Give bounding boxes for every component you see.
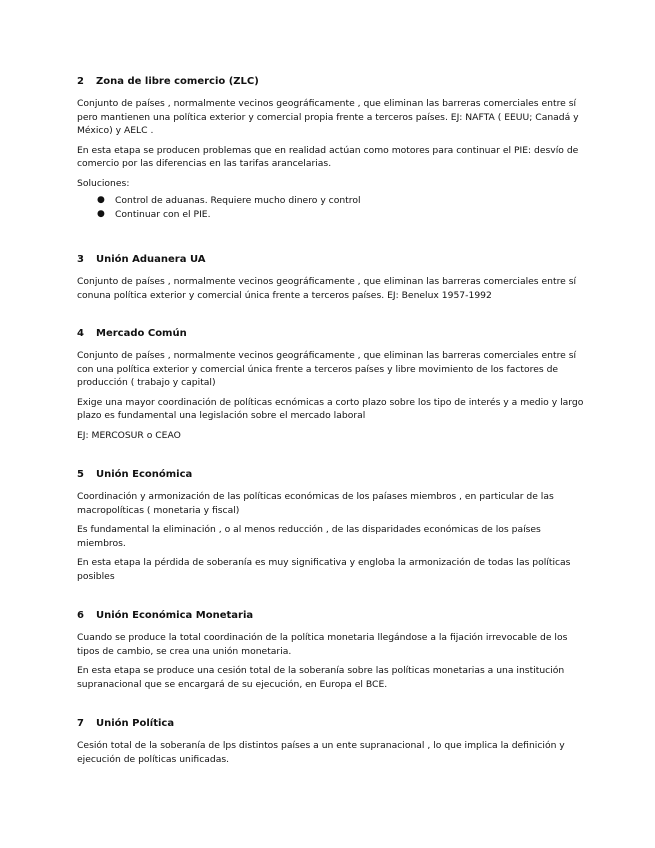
bullet-icon: ● (97, 195, 105, 205)
section-title: Unión Económica (96, 469, 193, 480)
paragraph: En esta etapa se producen problemas que en realidad actúan como motores para continuar el PIE: desvío de comercio por las diferencias en las tarifas arancelarias. (77, 144, 579, 169)
section-union-economica (77, 469, 585, 589)
list-item-text: Control de aduanas. Requiere mucho dinero y control (115, 195, 361, 206)
section-union-politica (77, 718, 585, 772)
section-mercado-comun (77, 328, 585, 448)
section-number: 4 (77, 328, 84, 339)
bullet-list (77, 194, 585, 221)
section-number: 5 (77, 469, 84, 480)
paragraph: Cesión total de la soberanía de lps distintos países a un ente supranacional , lo que implica la definición y ejecución de políticas unificadas. (77, 740, 565, 765)
paragraph: Cuando se produce la total coordinación de la política monetaria llegándose a la fijación irrevocable de los tipos de cambio, se crea una unión monetaria. (77, 632, 568, 657)
list-item (77, 208, 585, 222)
section-title: Zona de libre comercio (ZLC) (96, 76, 259, 87)
section-heading (77, 76, 585, 87)
section-heading (77, 610, 585, 621)
section-title: Unión Política (96, 718, 175, 729)
list-item (77, 194, 585, 208)
section-heading (77, 254, 585, 265)
section-heading (77, 469, 585, 480)
section-number: 6 (77, 610, 84, 621)
section-union-economica-monetaria (77, 610, 585, 697)
section-number: 2 (77, 76, 84, 87)
section-heading (77, 328, 585, 339)
section-title: Mercado Común (96, 328, 187, 339)
paragraph: En esta etapa la pérdida de soberanía es muy significativa y engloba la armonización de todas las políticas posibles (77, 557, 571, 582)
paragraph: EJ: MERCOSUR o CEAO (77, 429, 181, 441)
section-title: Unión Económica Monetaria (96, 610, 254, 621)
list-item-text: Continuar con el PIE. (115, 208, 211, 220)
section-number: 3 (77, 254, 84, 265)
paragraph: Conjunto de países , normalmente vecinos geográficamente , que eliminan las barreras comerciales entre sí pero mantienen una política exterior y comercial propia frente a terceros países. EJ: NAFTA ( EEUU; Canadá y México) y AELC . (77, 98, 579, 136)
section-union-aduanera (77, 254, 585, 308)
paragraph: En esta etapa se produce una cesión total de la soberanía sobre las políticas monetarias a una institución supranacional que se encargará de su ejecución, en Europa el BCE. (77, 665, 565, 690)
paragraph: Conjunto de países , normalmente vecinos geográficamente , que eliminan las barreras comerciales entre sí conuna política exterior y comercial única frente a terceros países. EJ: Benelux 1957-1992 (77, 276, 577, 301)
bullet-icon: ● (97, 208, 105, 219)
section-heading (77, 718, 585, 729)
paragraph: Es fundamental la eliminación , o al menos reducción , de las disparidades económicas de los países miembros. (77, 524, 541, 549)
paragraph: Soluciones: (77, 177, 130, 189)
section-number: 7 (77, 718, 84, 729)
paragraph: Coordinación y armonización de las políticas económicas de los paíases miembros , en particular de las macropolíticas ( monetaria y fiscal) (77, 491, 554, 516)
paragraph: Exige una mayor coordinación de políticas ecnómicas a corto plazo sobre los tipo de interés y a medio y largo plazo es fundamental una legislación sobre el mercado laboral (77, 396, 584, 421)
section-zlc (77, 76, 585, 221)
paragraph: Conjunto de países , normalmente vecinos geográficamente , que eliminan las barreras comerciales entre sí con una política exterior y comercial única frente a terceros países y libre movimiento de los factores de producción ( trabajo y capital) (77, 350, 577, 388)
section-title: Unión Aduanera UA (96, 254, 206, 265)
